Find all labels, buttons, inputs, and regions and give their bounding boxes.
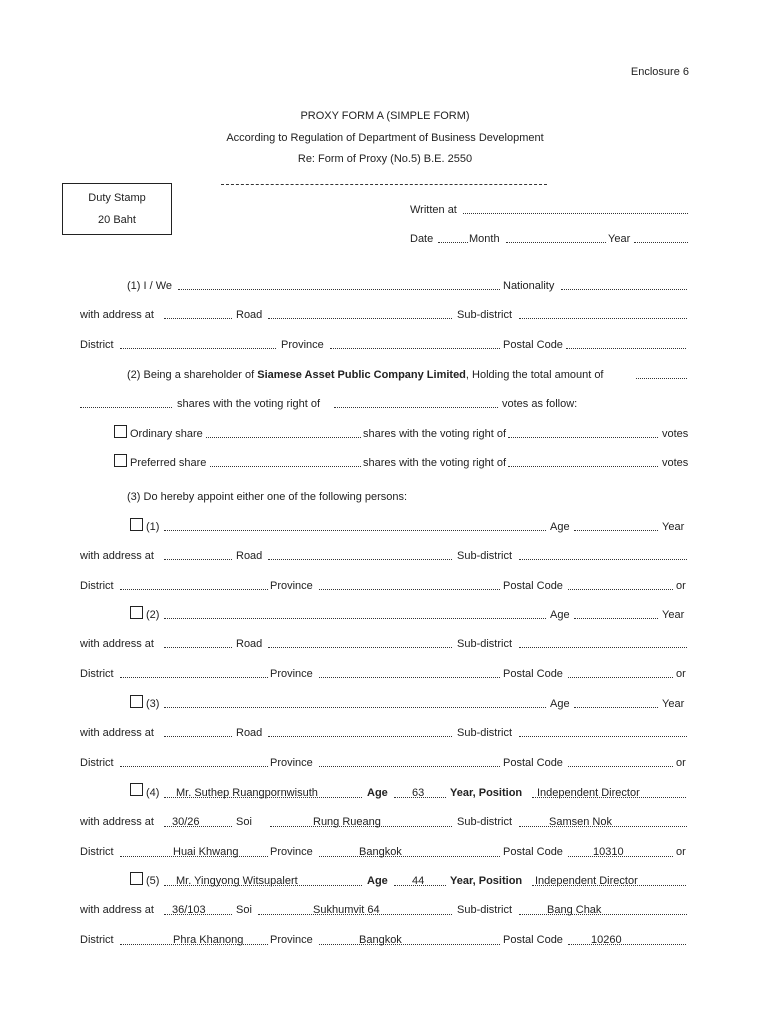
proxy-1-district-label: District	[80, 580, 114, 592]
road-label: Road	[236, 309, 263, 321]
proxy-2-age-label: Age	[550, 609, 570, 621]
proxy-4-sub-district[interactable]: Samsen Nok	[549, 816, 612, 828]
proxy-1-or-label: or	[676, 580, 686, 592]
proxy-3-road-label: Road	[236, 727, 263, 739]
proxy-5-postal-label: Postal Code	[503, 934, 563, 946]
proxy-1-address-label: with address at	[80, 550, 154, 562]
ordinary-share-label: Ordinary share	[130, 428, 203, 440]
proxy-1-province-field[interactable]	[319, 589, 500, 590]
proxy-2-sub-district-field[interactable]	[519, 647, 687, 648]
district-field[interactable]	[120, 348, 276, 349]
proxy-2-postal-label: Postal Code	[503, 668, 563, 680]
proxy-1-age-label: Age	[550, 521, 570, 533]
proxy-3-checkbox[interactable]	[130, 695, 143, 708]
proxy-1-road-label: Road	[236, 550, 263, 562]
proxy-1-checkbox[interactable]	[130, 518, 143, 531]
proxy-5-postal-code[interactable]: 10260	[591, 934, 622, 946]
proxy-5-district-label: District	[80, 934, 114, 946]
proxy-4-sub-district-label: Sub-district	[457, 816, 513, 828]
year-field[interactable]	[634, 242, 688, 243]
ordinary-shares-field[interactable]	[206, 437, 361, 438]
proxy-3-name-field[interactable]	[164, 707, 546, 708]
proxy-3-road-field[interactable]	[268, 736, 452, 737]
proxy-5-district[interactable]: Phra Khanong	[173, 934, 244, 946]
proxy-3-or-label: or	[676, 757, 686, 769]
month-field[interactable]	[506, 242, 606, 243]
duty-stamp-box	[62, 183, 172, 235]
proxy-4-address[interactable]: 30/26	[172, 816, 200, 828]
proxy-5-position[interactable]: Independent Director	[535, 875, 638, 887]
proxy-4-soi-label: Soi	[236, 816, 252, 828]
date-field[interactable]	[438, 242, 468, 243]
votes-as-follow-label: votes as follow:	[502, 398, 578, 410]
proxy-5-soi[interactable]: Sukhumvit 64	[313, 904, 380, 916]
proxy-1-number: (1)	[146, 521, 160, 533]
proxy-3-province-label: Province	[270, 757, 313, 769]
month-label: Month	[469, 233, 500, 245]
proxy-3-postal-label: Postal Code	[503, 757, 563, 769]
ordinary-votes-label: votes	[662, 428, 689, 440]
address-field[interactable]	[164, 318, 232, 319]
proxy-3-sub-district-field[interactable]	[519, 736, 687, 737]
proxy-2-sub-district-label: Sub-district	[457, 638, 513, 650]
nationality-field[interactable]	[561, 289, 687, 290]
province-label: Province	[281, 339, 324, 351]
proxy-2-address-label: with address at	[80, 638, 154, 650]
proxy-4-year-position-label: Year, Position	[450, 787, 523, 799]
proxy-1-sub-district-field[interactable]	[519, 559, 687, 560]
proxy-5-year-position-label: Year, Position	[450, 875, 523, 887]
proxy-3-district-field[interactable]	[120, 766, 268, 767]
proxy-4-district-label: District	[80, 846, 114, 858]
proxy-1-province-label: Province	[270, 580, 313, 592]
proxy-5-address[interactable]: 36/103	[172, 904, 206, 916]
total-shares-field[interactable]	[636, 378, 687, 379]
duty-stamp-amount: 20 Baht	[98, 214, 136, 226]
province-field[interactable]	[330, 348, 500, 349]
proxy-3-age-field[interactable]	[574, 707, 658, 708]
shareholder-name-field[interactable]	[178, 289, 500, 290]
proxy-4-age[interactable]: 63	[412, 787, 425, 799]
form-title: PROXY FORM A (SIMPLE FORM)	[300, 110, 470, 122]
proxy-2-province-label: Province	[270, 668, 313, 680]
proxy-1-sub-district-label: Sub-district	[457, 550, 513, 562]
proxy-4-age-label: Age	[367, 787, 388, 799]
proxy-2-age-field[interactable]	[574, 618, 658, 619]
proxy-1-address-field[interactable]	[164, 559, 232, 560]
preferred-votes-field[interactable]	[508, 466, 658, 467]
proxy-4-district[interactable]: Huai Khwang	[173, 846, 239, 858]
date-label: Date	[410, 233, 434, 245]
proxy-1-postal-label: Postal Code	[503, 580, 563, 592]
proxy-2-number: (2)	[146, 609, 160, 621]
proxy-3-age-label: Age	[550, 698, 570, 710]
address-label: with address at	[80, 309, 154, 321]
proxy-3-district-label: District	[80, 757, 114, 769]
proxy-5-age-label: Age	[367, 875, 388, 887]
duty-stamp-label: Duty Stamp	[88, 192, 146, 204]
shares-voting-label: shares with the voting right of	[177, 398, 321, 410]
form-subtitle-regulation: According to Regulation of Department of Business Development	[226, 132, 544, 144]
written-at-field[interactable]	[463, 213, 688, 214]
proxy-1-postal-field[interactable]	[568, 589, 673, 590]
preferred-share-label: Preferred share	[130, 457, 207, 469]
i-we-label: (1) I / We	[127, 280, 173, 292]
proxy-2-year-label: Year	[662, 609, 685, 621]
appoint-statement: (3) Do hereby appoint either one of the following persons:	[127, 491, 408, 503]
proxy-1-road-field[interactable]	[268, 559, 452, 560]
proxy-2-district-label: District	[80, 668, 114, 680]
proxy-1-age-field[interactable]	[574, 530, 658, 531]
proxy-3-sub-district-label: Sub-district	[457, 727, 513, 739]
preferred-share-checkbox[interactable]	[114, 454, 127, 467]
preferred-votes-label: votes	[662, 457, 689, 469]
proxy-4-postal-code[interactable]: 10310	[593, 846, 624, 858]
proxy-5-checkbox[interactable]	[130, 872, 143, 885]
postal-code-label: Postal Code	[503, 339, 563, 351]
proxy-2-district-field[interactable]	[120, 677, 268, 678]
proxy-4-postal-label: Postal Code	[503, 846, 563, 858]
proxy-4-soi[interactable]: Rung Rueang	[313, 816, 381, 828]
proxy-5-sub-district[interactable]: Bang Chak	[547, 904, 602, 916]
company-name: Siamese Asset Public Company Limited	[257, 369, 466, 381]
proxy-5-postal-line	[568, 944, 686, 945]
proxy-3-number: (3)	[146, 698, 160, 710]
total-votes-field[interactable]	[334, 407, 498, 408]
sub-district-field[interactable]	[519, 318, 687, 319]
proxy-5-number: (5)	[146, 875, 160, 887]
proxy-5-address-label: with address at	[80, 904, 154, 916]
proxy-4-province-label: Province	[270, 846, 313, 858]
ordinary-votes-field[interactable]	[508, 437, 658, 438]
proxy-2-road-field[interactable]	[268, 647, 452, 648]
written-at-label: Written at	[410, 204, 457, 216]
proxy-5-sub-district-label: Sub-district	[457, 904, 513, 916]
proxy-4-position[interactable]: Independent Director	[537, 787, 640, 799]
proxy-3-province-field[interactable]	[319, 766, 500, 767]
proxy-1-name-field[interactable]	[164, 530, 546, 531]
year-label: Year	[608, 233, 631, 245]
proxy-2-address-field[interactable]	[164, 647, 232, 648]
proxy-3-address-field[interactable]	[164, 736, 232, 737]
preferred-voting-label: shares with the voting right of	[363, 457, 507, 469]
proxy-2-road-label: Road	[236, 638, 263, 650]
sub-district-label: Sub-district	[457, 309, 513, 321]
proxy-2-checkbox[interactable]	[130, 606, 143, 619]
postal-code-field[interactable]	[566, 348, 686, 349]
header-divider	[221, 184, 547, 185]
proxy-4-number: (4)	[146, 787, 160, 799]
proxy-4-or-label: or	[676, 846, 686, 858]
proxy-2-or-label: or	[676, 668, 686, 680]
form-subtitle-proxy: Re: Form of Proxy (No.5) B.E. 2550	[297, 153, 473, 165]
proxy-1-year-label: Year	[662, 521, 685, 533]
proxy-2-name-field[interactable]	[164, 618, 546, 619]
proxy-5-sub-district-line	[519, 914, 687, 915]
shareholder-statement: (2) Being a shareholder of Siamese Asset Public Company Limited, Holding the total amount of	[127, 369, 604, 381]
proxy-3-postal-field[interactable]	[568, 766, 673, 767]
enclosure-label: Enclosure 6	[630, 66, 689, 78]
proxy-4-checkbox[interactable]	[130, 783, 143, 796]
nationality-label: Nationality	[503, 280, 555, 292]
proxy-4-address-label: with address at	[80, 816, 154, 828]
proxy-5-province[interactable]: Bangkok	[359, 934, 402, 946]
proxy-5-province-label: Province	[270, 934, 313, 946]
total-shares-amount-field[interactable]	[80, 407, 172, 408]
proxy-4-name[interactable]: Mr. Suthep Ruangpornwisuth	[176, 787, 318, 799]
proxy-2-postal-field[interactable]	[568, 677, 673, 678]
ordinary-share-checkbox[interactable]	[114, 425, 127, 438]
proxy-5-province-line	[319, 944, 500, 945]
road-field[interactable]	[268, 318, 452, 319]
proxy-3-address-label: with address at	[80, 727, 154, 739]
proxy-1-district-field[interactable]	[120, 589, 268, 590]
proxy-5-name[interactable]: Mr. Yingyong Witsupalert	[176, 875, 298, 887]
proxy-4-province-line	[319, 856, 500, 857]
proxy-5-age[interactable]: 44	[412, 875, 425, 887]
preferred-shares-field[interactable]	[210, 466, 361, 467]
ordinary-voting-label: shares with the voting right of	[363, 428, 507, 440]
proxy-3-year-label: Year	[662, 698, 685, 710]
district-label: District	[80, 339, 114, 351]
proxy-5-soi-label: Soi	[236, 904, 252, 916]
proxy-4-province[interactable]: Bangkok	[359, 846, 402, 858]
proxy-2-province-field[interactable]	[319, 677, 500, 678]
